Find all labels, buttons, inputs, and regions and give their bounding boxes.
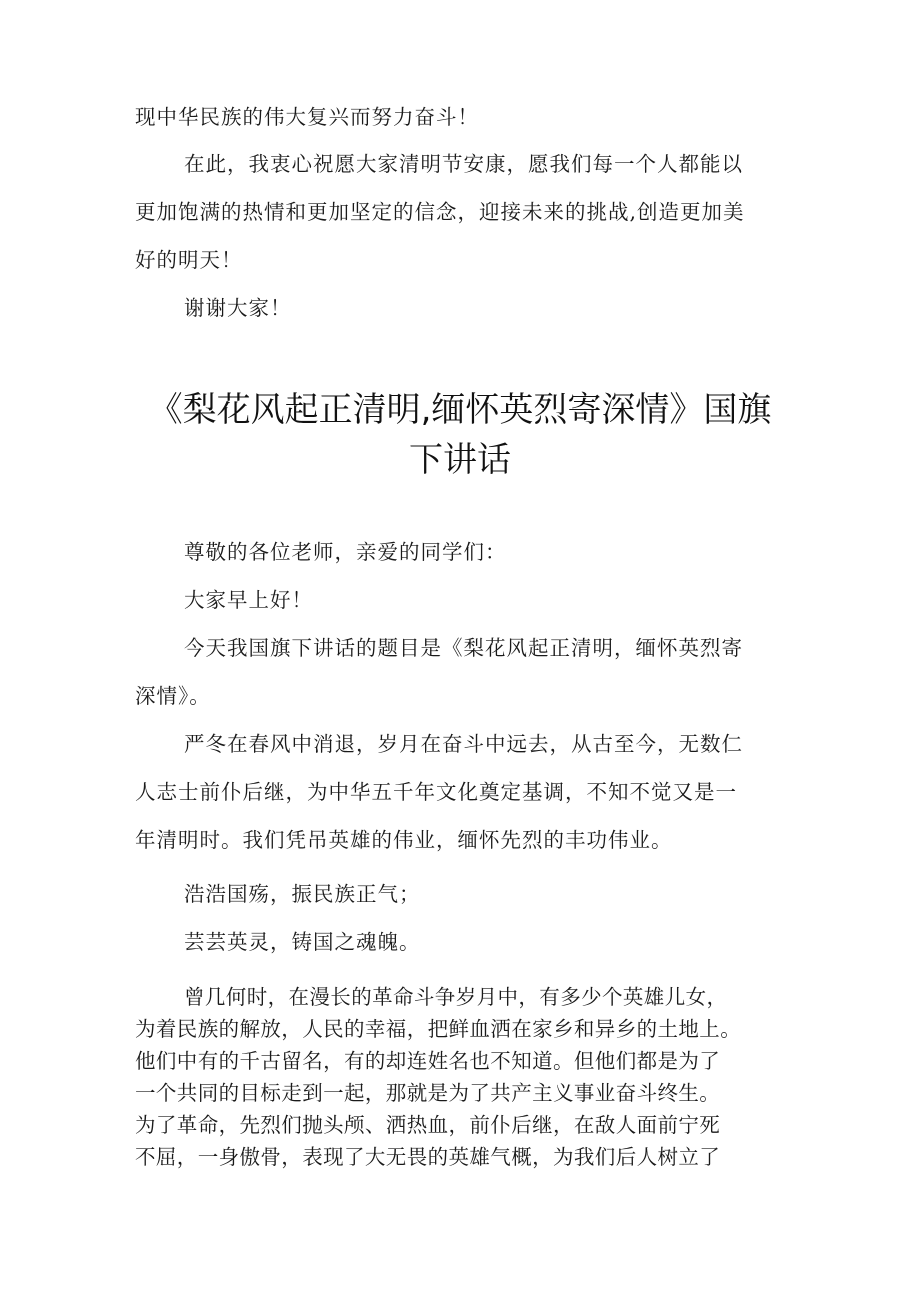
text-line: 为着民族的解放，人民的幸福，把鲜血洒在家乡和异乡的土地上。 <box>135 1017 742 1041</box>
couplet-line: 芸芸英灵，铸国之魂魄。 <box>184 930 421 954</box>
closing-line: 谢谢大家！ <box>184 296 292 320</box>
text-line: 深情》。 <box>135 684 211 708</box>
text-line: 年清明时。我们凭吊英雄的伟业，缅怀先烈的丰功伟业。 <box>135 828 673 852</box>
text-line: 现中华民族的伟大复兴而努力奋斗！ <box>135 105 479 129</box>
text-line: 人志士前仆后继，为中华五千年文化奠定基调，不知不觉又是一 <box>135 780 737 804</box>
salutation: 尊敬的各位老师，亲爱的同学们： <box>184 540 507 564</box>
text-line: 在此，我衷心祝愿大家清明节安康，愿我们每一个人都能以 <box>184 152 743 176</box>
text-line: 他们中有的千古留名，有的却连姓名也不知道。但他们都是为了 <box>135 1049 721 1073</box>
text-line: 为了革命，先烈们抛头颅、洒热血，前仆后继，在敌人面前宁死 <box>135 1113 721 1137</box>
text-line: 不屈，一身傲骨，表现了大无畏的英雄气概，为我们后人树立了 <box>135 1145 721 1169</box>
text-line: 更加饱满的热情和更加坚定的信念，迎接未来的挑战,创造更加美 <box>135 200 745 224</box>
text-line: 曾几何时，在漫长的革命斗争岁月中，有多少个英雄儿女， <box>184 985 728 1009</box>
text-line: 严冬在春风中消退，岁月在奋斗中远去，从古至今，无数仁 <box>184 732 743 756</box>
text-line: 好的明天！ <box>135 248 243 272</box>
page-title: 《梨花风起正清明,缅怀英烈寄深情》国旗 <box>148 390 772 430</box>
greeting: 大家早上好！ <box>184 588 313 612</box>
page-title-continued: 下讲话 <box>409 440 511 480</box>
couplet-line: 浩浩国殇，振民族正气； <box>184 882 421 906</box>
text-line: 今天我国旗下讲话的题目是《梨花风起正清明，缅怀英烈寄 <box>184 636 743 660</box>
text-line: 一个共同的目标走到一起，那就是为了共产主义事业奋斗终生。 <box>135 1081 721 1105</box>
